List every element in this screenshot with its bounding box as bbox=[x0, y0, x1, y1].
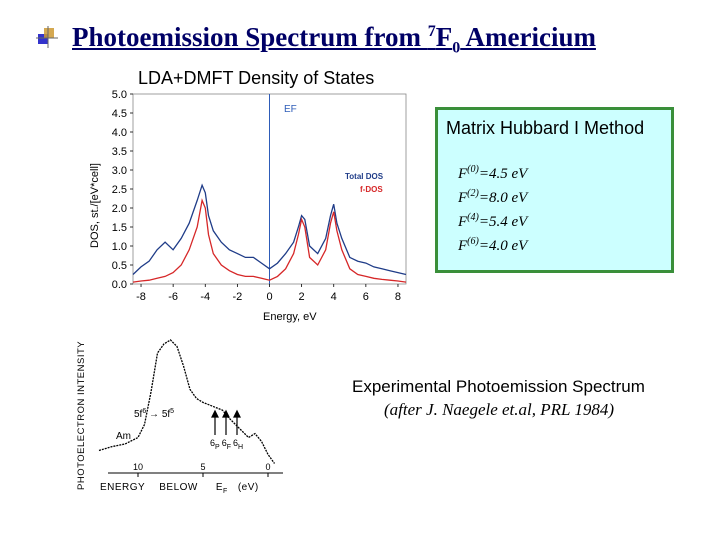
dos-xlabel: Energy, eV bbox=[263, 311, 317, 323]
dos-y-tick-label: 4.0 bbox=[111, 127, 127, 139]
dos-chart bbox=[88, 88, 413, 328]
dos-x-tick-label: 8 bbox=[394, 291, 402, 303]
experimental-citation: (after J. Naegele et.al, PRL 1984) bbox=[384, 400, 615, 419]
matrix-title: Matrix Hubbard I Method bbox=[446, 118, 645, 138]
element-label: Am bbox=[116, 431, 131, 442]
dos-x-tick-label: -6 bbox=[168, 291, 179, 303]
dos-subtitle: LDA+DMFT Density of States bbox=[138, 68, 375, 88]
dos-x-tick-label: 0 bbox=[266, 291, 273, 303]
param-f0: $F^{(0)}=4.5$ eV bbox=[458, 164, 528, 182]
dos-y-tick-label: 4.5 bbox=[111, 108, 127, 120]
dos-y-tick-label: 3.0 bbox=[111, 165, 127, 177]
dos-y-tick-label: 1.5 bbox=[111, 222, 127, 234]
ef-label: EF bbox=[284, 104, 297, 115]
dos-x-tick-label: 6 bbox=[362, 291, 369, 303]
slater-parameters bbox=[458, 160, 527, 256]
dos-y-tick-label: 0.0 bbox=[111, 279, 127, 291]
dos-x-tick-label: 4 bbox=[330, 291, 337, 303]
dos-y-tick-label: 3.5 bbox=[111, 146, 127, 158]
dos-x-tick-label: 2 bbox=[298, 291, 305, 303]
dos-y-tick-label: 0.5 bbox=[111, 260, 127, 272]
exp-ylabel: PHOTOELECTRON INTENSITY bbox=[76, 340, 87, 490]
dos-y-tick-label: 5.0 bbox=[111, 89, 127, 101]
transition-5f6-5f5: $5f^6 \to 5f^5$ bbox=[134, 408, 175, 420]
param-f2: $F^{(2)}=8.0$ eV bbox=[458, 188, 528, 206]
dos-y-tick-label: 2.0 bbox=[111, 203, 127, 215]
matrix-hubbard-box bbox=[435, 107, 674, 273]
multiplet-arrows bbox=[212, 411, 240, 435]
multiplet-labels: $6_P$ $6_F$ $6_H$ bbox=[210, 438, 244, 451]
exp-curve-line bbox=[99, 340, 275, 464]
slide-title: Photoemission Spectrum from $^7F_0$ Americium bbox=[72, 22, 596, 57]
param-f4: $F^{(4)}=5.4$ eV bbox=[458, 212, 528, 230]
dos-x-tick-label: -4 bbox=[200, 291, 211, 303]
exp-x-tick-label: 5 bbox=[200, 462, 206, 472]
title-bullet-icon bbox=[36, 26, 58, 48]
exp-x-tick-label: 10 bbox=[132, 462, 144, 472]
experimental-spectrum bbox=[68, 325, 296, 495]
param-f6: $F^{(6)}=4.0$ eV bbox=[458, 236, 528, 254]
dos-x-tick-label: -8 bbox=[136, 291, 146, 303]
legend-total-dos: Total DOS bbox=[345, 172, 384, 181]
exp-x-tick-label: 0 bbox=[265, 462, 271, 472]
dos-y-tick-label: 1.0 bbox=[111, 241, 127, 253]
dos-y-tick-label: 2.5 bbox=[111, 184, 127, 196]
dos-x-tick-label: -2 bbox=[232, 291, 243, 303]
exp-xlabel: ENERGY BELOW $E_F$ (eV) bbox=[100, 482, 259, 495]
experimental-title: Experimental Photoemission Spectrum bbox=[352, 377, 645, 396]
legend-f-dos: f-DOS bbox=[360, 185, 383, 194]
dos-ylabel: DOS, st./[eV*cell] bbox=[89, 163, 101, 248]
